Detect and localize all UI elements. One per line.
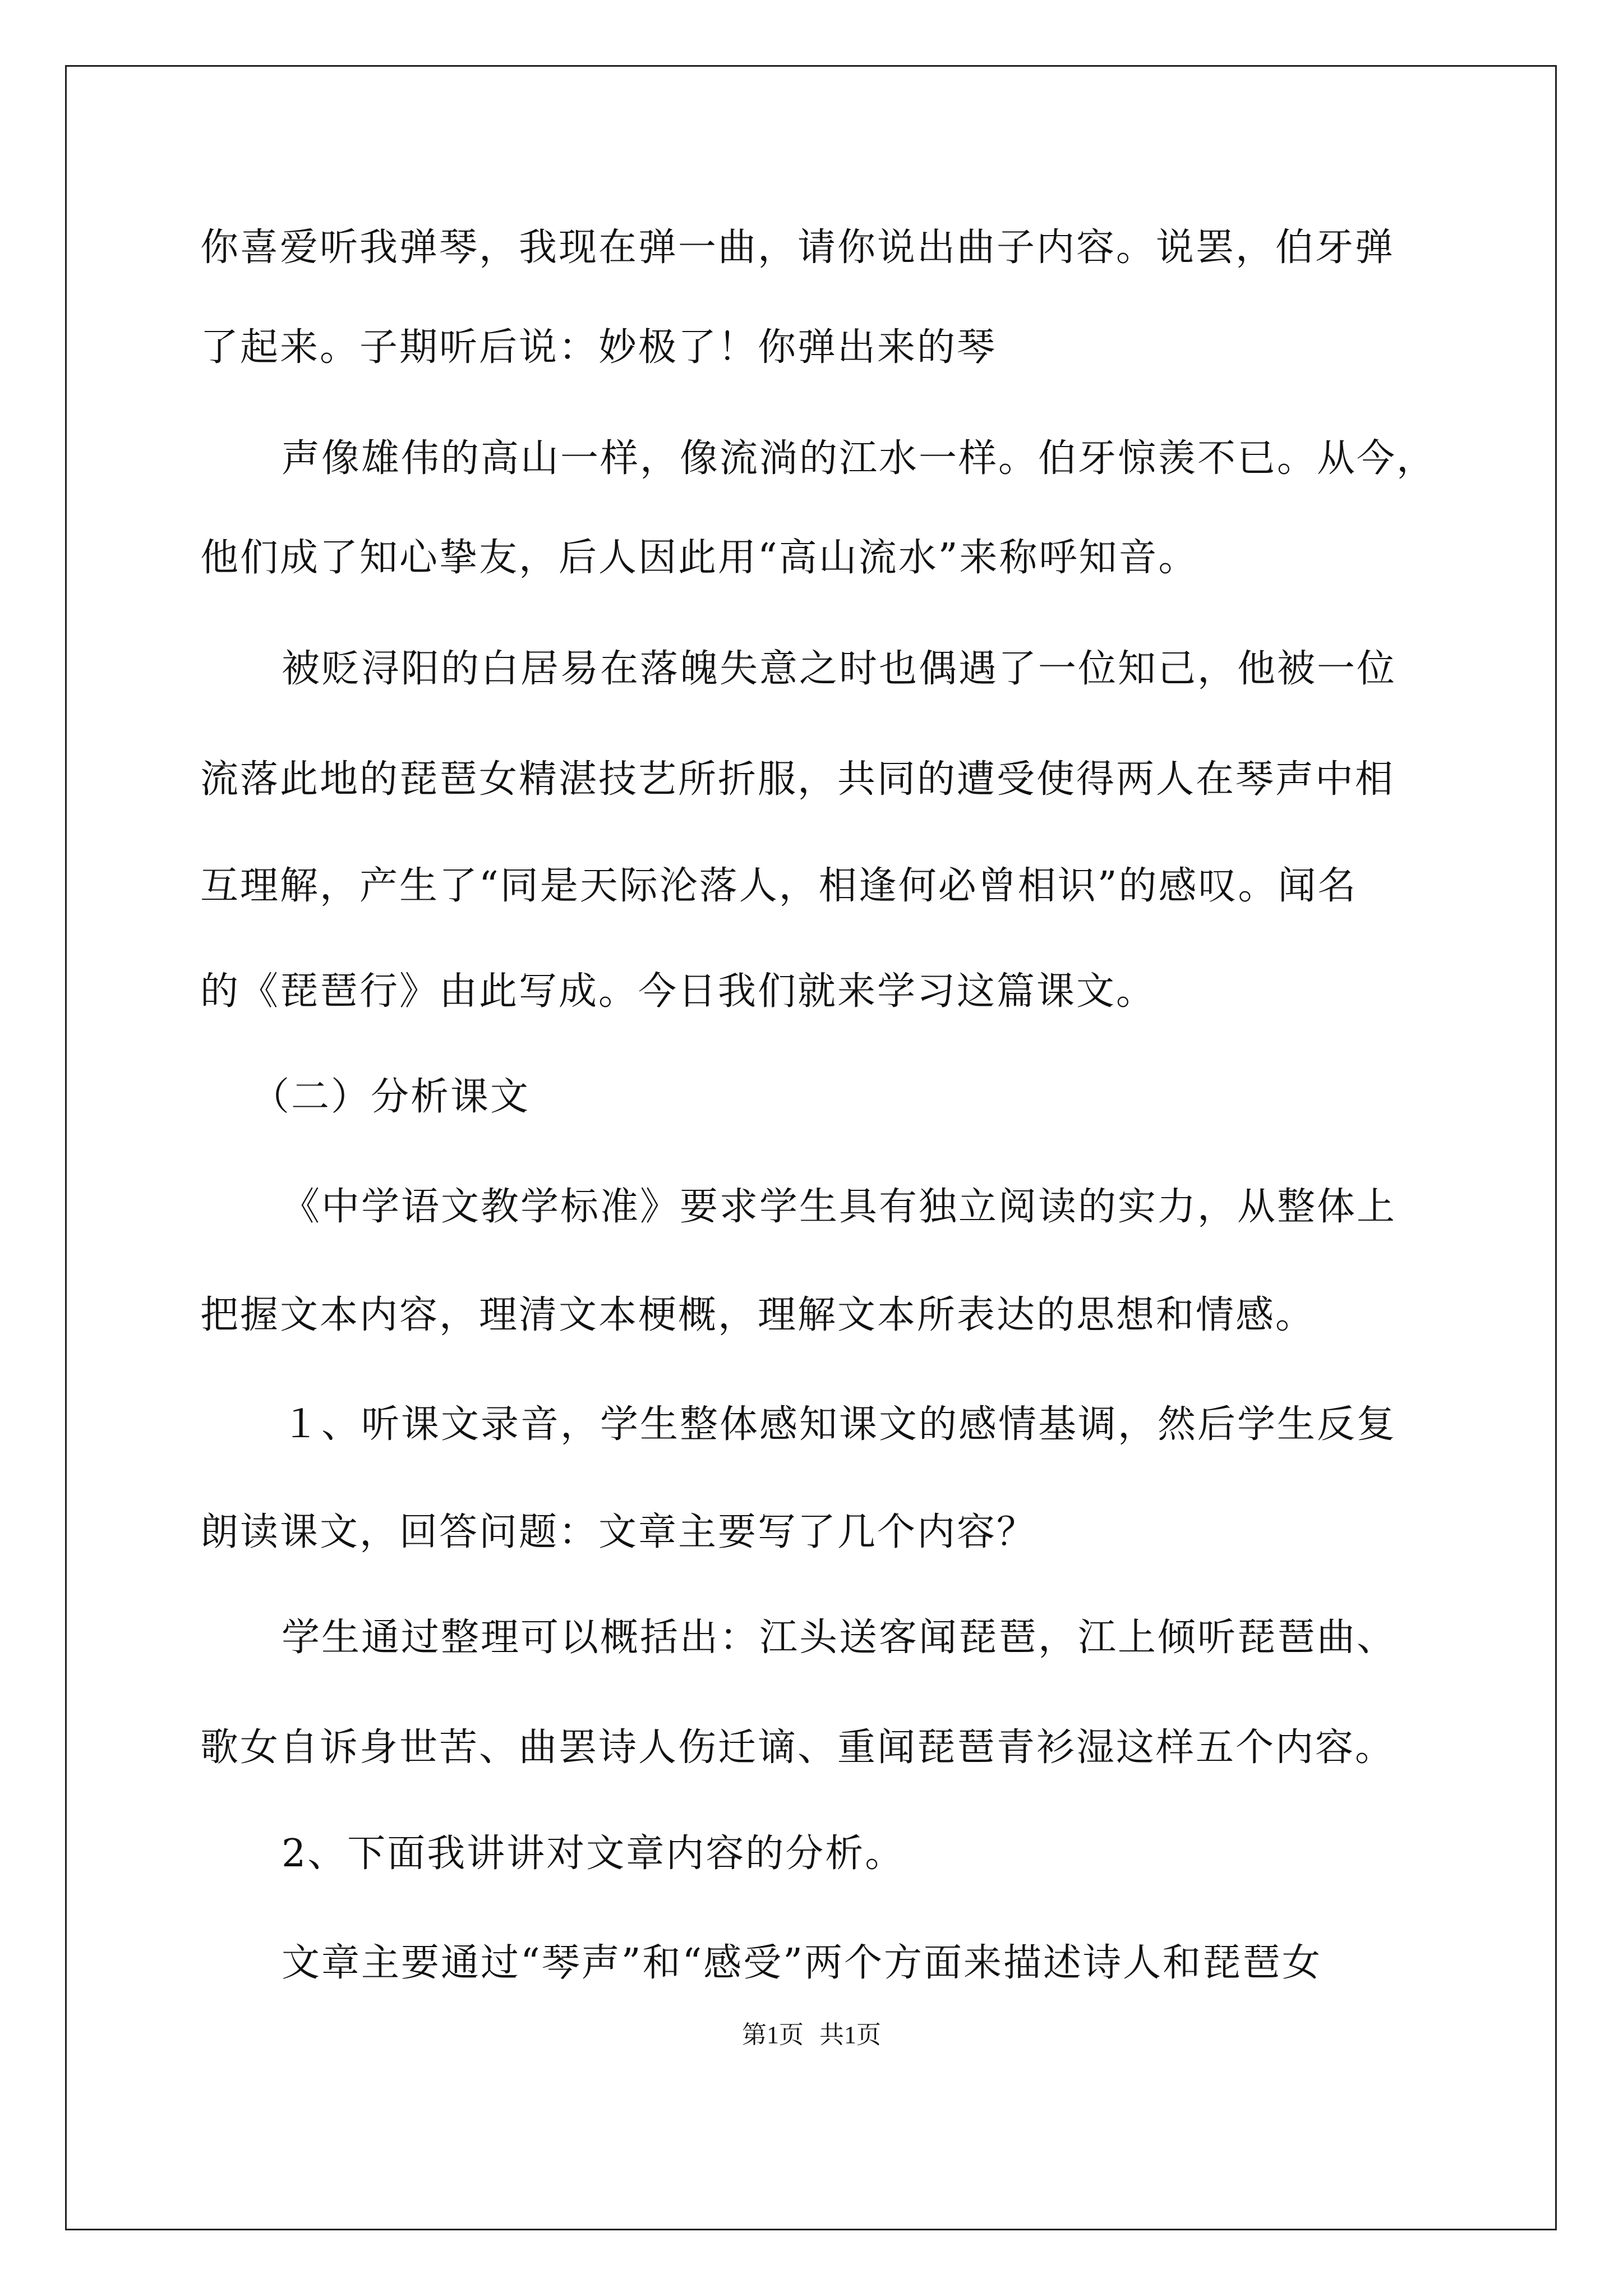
text-line: 你喜爱听我弹琴，我现在弹一曲，请你说出曲子内容。说罢，伯牙弹 [200,226,1395,270]
text-line: 他们成了知心挚友，后人因此用“高山流水”来称呼知音。 [200,536,1198,580]
text-line: 互理解，产生了“同是天际沦落人，相逢何必曾相识”的感叹。闻名 [200,864,1358,908]
text-line: 把握文本内容，理清文本梗概，理解文本所表达的思想和情感。 [200,1293,1316,1337]
list-item-line: １、听课文录音，学生整体感知课文的感情基调，然后学生反复 [282,1402,1397,1447]
paragraph-line: 文章主要通过“琴声”和“感受”两个方面来描述诗人和琵琶女 [282,1941,1322,1985]
text-line: 了起来。子期听后说：妙极了！你弹出来的琴 [200,325,997,370]
paragraph-line: 声像雄伟的高山一样，像流淌的江水一样。伯牙惊羡不已。从今， [282,436,1437,481]
text-line: 的《琵琶行》由此写成。今日我们就来学习这篇课文。 [200,969,1156,1014]
paragraph-line: 《中学语文教学标准》要求学生具有独立阅读的实力，从整体上 [282,1185,1397,1229]
paragraph-line: 被贬浔阳的白居易在落魄失意之时也偶遇了一位知己，他被一位 [282,647,1397,691]
paragraph-line: 学生通过整理可以概括出：江头送客闻琵琶，江上倾听琵琶曲、 [282,1616,1397,1660]
page-footer [0,2018,1623,2052]
section-heading: （二）分析课文 [251,1075,531,1119]
current-page-label: 第1页 [742,2021,804,2049]
text-line: 歌女自诉身世苦、曲罢诗人伤迁谪、重闻琵琶青衫湿这样五个内容。 [200,1726,1395,1770]
text-line: 流落此地的琵琶女精湛技艺所折服，共同的遭受使得两人在琴声中相 [200,757,1395,802]
text-line: 朗读课文，回答问题：文章主要写了几个内容？ [200,1510,1037,1554]
page-border [65,65,1557,2230]
list-item-line: 2、下面我讲讲对文章内容的分析。 [282,1832,905,1876]
total-pages-label: 共1页 [819,2021,881,2049]
